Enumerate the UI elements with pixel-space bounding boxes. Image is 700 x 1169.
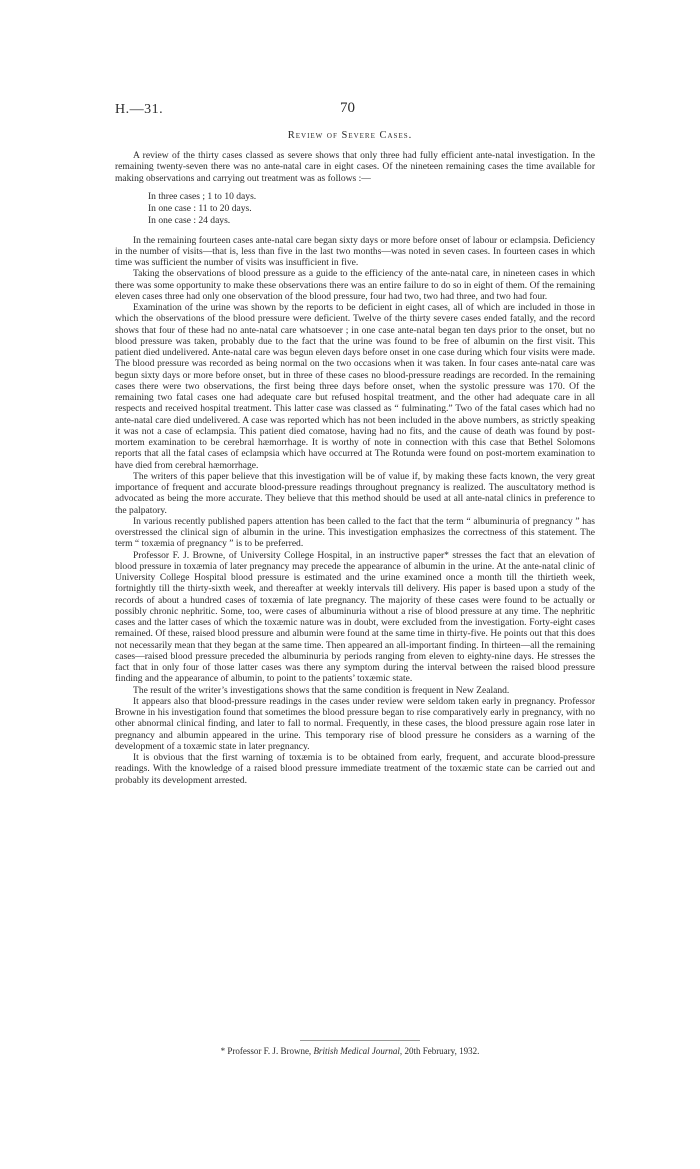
footnote-divider xyxy=(300,1040,420,1041)
paragraph: It appears also that blood-pressure readings in the cases under review were seldom taken early in pregnancy. Professor Browne in his investigation found that sometimes the blood pressure began to rise comparatively early in pregnancy, with no other abnormal clinical finding, and later to fall to normal. Frequently, in these cases, the blood pressure again rose later in pregnancy and albumin appeared in the urine. This temporary rise of blood pressure he considers as a warning of the development of a toxæmic state in later pregnancy. xyxy=(115,695,595,752)
list-item: In one case : 24 days. xyxy=(148,215,231,227)
document-reference: H.—31. xyxy=(115,102,164,117)
body-text xyxy=(115,150,595,786)
paragraph: In various recently published papers attention has been called to the fact that the term “ albuminuria of pregnancy ” has overstressed the clinical sign of albumin in the urine. This investigation emphasizes the correctness of this statement. The term “ toxæmia of pregnancy ” is to be preferred. xyxy=(115,515,595,550)
paragraph: A review of the thirty cases classed as severe shows that only three had fully efficient ante-natal investigation. In the remaining twenty-seven there was no ante-natal care in eight cases. Of the nineteen remaining cases the time available for making observations and carrying out treatment was as follows :— xyxy=(115,150,595,184)
page-number: 70 xyxy=(340,100,355,116)
footnote-journal: British Medical Journal, xyxy=(313,1046,403,1056)
footnote-author: * Professor F. J. Browne, xyxy=(220,1046,314,1056)
paragraph: In the remaining fourteen cases ante-natal care began sixty days or more before onset of labour or eclampsia. Deficiency in the number of visits—that is, less than five in the last two months—was noted in seven cases. In fourteen cases in which time was sufficient the number of visits was insufficient in five. xyxy=(115,234,595,269)
section-title: Review of Severe Cases. xyxy=(287,130,413,141)
list-item: In one case : 11 to 20 days. xyxy=(148,203,252,215)
paragraph: Taking the observations of blood pressure as a guide to the efficiency of the ante-natal care, in nineteen cases in which there was some opportunity to make these observations there was an entire failure to do so in eight of them. Of the remaining eleven cases three had only one observation of the blood pressure, four had two, two had three, and two had four. xyxy=(115,268,595,302)
paragraph: The result of the writer’s investigations shows that the same condition is frequent in New Zealand. xyxy=(133,684,510,696)
footnote xyxy=(0,1046,700,1056)
time-available-list xyxy=(148,191,595,228)
footnote-date: 20th February, 1932. xyxy=(402,1046,480,1056)
paragraph: The writers of this paper believe that this investigation will be of value if, by making these facts known, the very great importance of frequent and accurate blood-pressure readings throughout pregnancy is realized. The auscultatory method is advocated as being the more accurate. They believe that this method should be used at all ante-natal clinics in preference to the palpatory. xyxy=(115,470,595,516)
page-header xyxy=(115,102,595,122)
paragraph: It is obvious that the first warning of toxæmia is to be obtained from early, frequent, and accurate blood-pressure readings. With the knowledge of a raised blood pressure immediate treatment of the toxæmic state can be carried out and probably its development arrested. xyxy=(115,752,595,786)
list-item: In three cases ; 1 to 10 days. xyxy=(148,190,257,202)
paragraph: Examination of the urine was shown by the reports to be deficient in eight cases, all of which are included in those in which the observations of the blood pressure were deficient. Twelve of the thirty severe cases ended fatally, and the record shows that four of these had no ante-natal care whatsoever ; in one case ante-natal began ten days prior to the onset, but no blood pressure was taken, probably due to the fact that the urine was found to be free of albumin on the first visit. This patient died undelivered. Ante-natal care was begun eleven days before onset in one case during which four visits were made. The blood pressure was recorded as being normal on the two occasions when it was taken. In four cases ante-natal care was begun sixty days or more before onset, but in three of these cases no blood-pressure readings are recorded. In the remaining cases there were two observations, the first being three days before onset, when the systolic pressure was 170. Of the remaining two fatal cases one had adequate care but refused hospital treatment, and the other had adequate care in all respects and received hospital treatment. This latter case was classed as “ fulminating.” Two of the fatal cases which had no ante-natal care died undelivered. A case was reported which has not been included in the above numbers, as strictly speaking it was not a case of eclampsia. This patient died comatose, having had no fits, and the cause of death was found by post-mortem examination to be cerebral hæmorrhage. It is worthy of note in connection with this case that Bethel Solomons reports that all the fatal cases of eclampsia which have occurred at The Rotunda were found on post-mortem examination to have died from cerebral hæmorrhage. xyxy=(115,302,595,471)
paragraph: Professor F. J. Browne, of University College Hospital, in an instructive paper* stresses the fact that an elevation of blood pressure in toxæmia of later pregnancy may precede the appearance of albumin in the urine. At the ante-natal clinic of University College Hospital blood pressure is estimated and the urine examined once a month till the thirtieth week, fortnightly till the thirty-sixth week, and thereafter at weekly intervals till delivery. His paper is based upon a study of the records of about a hundred cases of toxæmia of late pregnancy. The majority of these cases were found to be actually or possibly chronic nephritic. Some, too, were cases of albuminuria without a rise of blood pressure at any time. The nephritic cases and the latter cases of which the toxæmic nature was in doubt, were excluded from the investigation. Forty-eight cases remained. Of these, raised blood pressure and albumin were found at the same time in thirty-five. He points out that this does not necessarily mean that they began at the same time. Then appeared an all-important finding. In thirteen—all the remaining cases—raised blood pressure preceded the albuminuria by periods ranging from eleven to eighty-nine days. He stresses the fact that in only four of those latter cases was there any symptom during the interval between the raised blood pressure finding and the appearance of albumin, to point to the patients’ toxæmic state. xyxy=(115,549,595,685)
